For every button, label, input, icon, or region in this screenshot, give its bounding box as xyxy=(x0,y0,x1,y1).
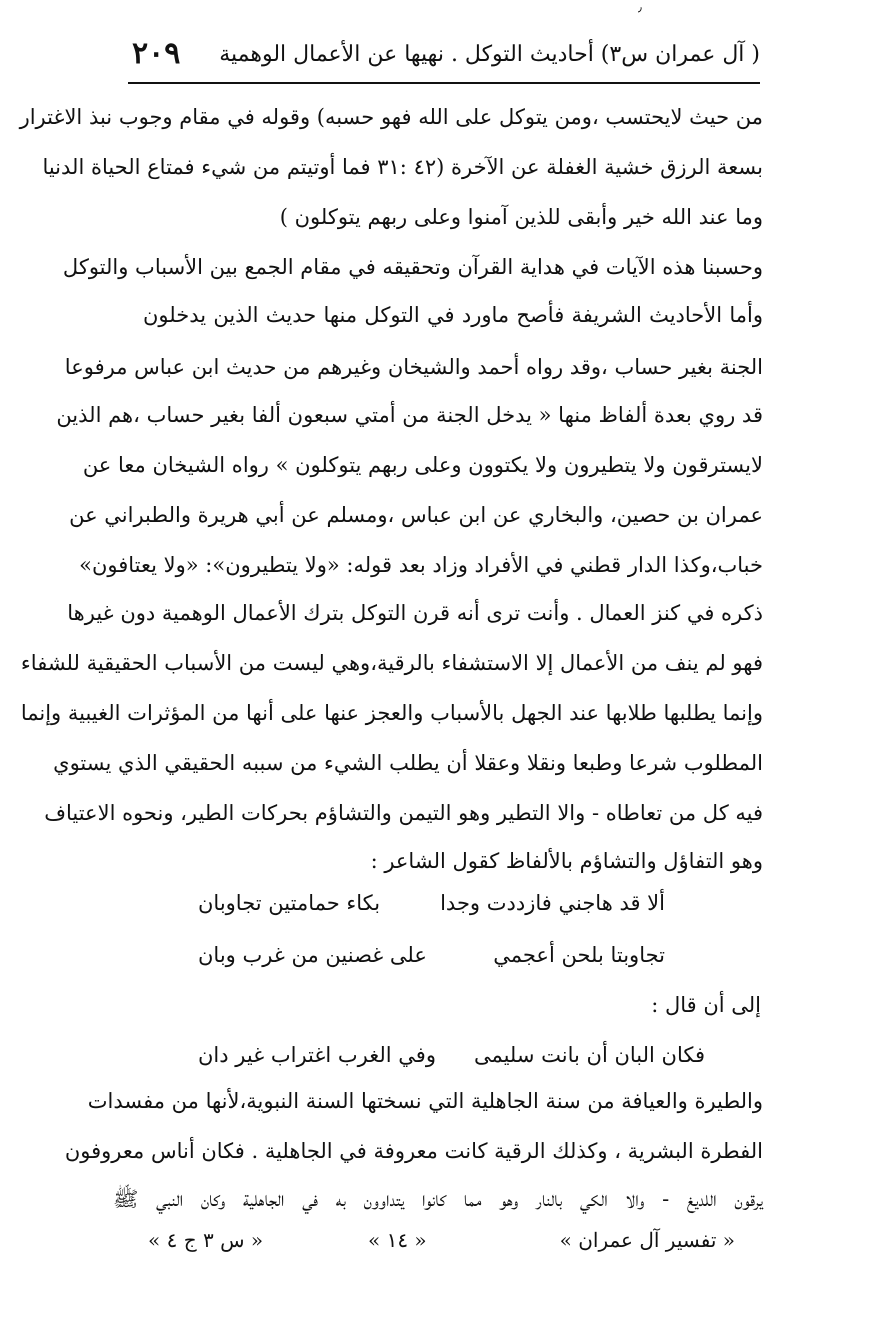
text-line: الجنة بغير حساب ،وقد رواه أحمد والشيخان وغيرهم من حديث ابن عباس مرفوعا xyxy=(64,355,763,379)
page-number: ٢٠٩ xyxy=(132,36,181,71)
text-line: بسعة الرزق خشية الغفلة عن الآخرة (٤٢ :٣١ فما أوتيتم من شيء فمتاع الحياة الدنيا xyxy=(42,155,763,179)
header-title: ( آل عمران س٣) أحاديث التوكل . نهيها عن الأعمال الوهمية xyxy=(219,42,760,67)
text-line: ذكره في كنز العمال . وأنت ترى أنه قرن التوكل بترك الأعمال الوهمية دون غيرها xyxy=(67,601,763,625)
running-header xyxy=(128,36,760,80)
poem-closing-second-hemistich: وفي الغرب اغتراب غير دان xyxy=(198,1043,436,1067)
text-line: يرقون اللديغ - والا الكي بالنار وهو مما كانوا يتداوون به في الجاهلية وكان النبي ﷺ xyxy=(113,1187,763,1211)
footer-book-title: « تفسير آل عمران » xyxy=(559,1228,735,1252)
text-line: الفطرة البشرية ، وكذلك الرقية كانت معروفة في الجاهلية . فكان أناس معروفون xyxy=(64,1139,763,1163)
text-line: لايسترقون ولا يتطيرون ولا يكتوون وعلى ربهم يتوكلون » رواه الشيخان معا عن xyxy=(82,453,763,477)
footer-number: « ١٤ » xyxy=(368,1228,427,1252)
text-line: وما عند الله خير وأبقى للذين آمنوا وعلى ربهم يتوكلون ) xyxy=(279,205,763,229)
footer-signature: « س ٣ ج ٤ » xyxy=(148,1228,264,1252)
text-line: فيه كل من تعاطاه - والا التطير وهو التيمن والتشاؤم بحركات الطير، ونحوه الاعتياف xyxy=(44,801,763,825)
text-line: وأما الأحاديث الشريفة فأصح ماورد في التوكل منها حديث الذين يدخلون xyxy=(143,303,763,327)
text-line: المطلوب شرعا وطبعا ونقلا وعقلا أن يطلب الشيء من سببه الحقيقي الذي يستوي xyxy=(53,751,763,775)
poem-closing-first-hemistich: فكان البان أن بانت سليمى xyxy=(473,1043,705,1067)
scan-speck: ٫ xyxy=(638,0,642,14)
text-line: من حيث لايحتسب ،ومن يتوكل على الله فهو حسبه) وقوله في مقام وجوب نبذ الاغترار xyxy=(19,105,763,129)
text-line: قد روي بعدة ألفاظ منها « يدخل الجنة من أمتي سبعون ألفا بغير حساب ،هم الذين xyxy=(56,403,763,427)
poem-line-2-first-hemistich: تجاوبتا بلحن أعجمي xyxy=(493,943,665,967)
text-line: وهو التفاؤل والتشاؤم بالألفاظ كقول الشاعر : xyxy=(370,849,763,873)
poem-line-1-second-hemistich: بكاء حمامتين تجاوبان xyxy=(198,891,381,915)
text-line: خباب،وكذا الدار قطني في الأفراد وزاد بعد قوله: «ولا يتطيرون»: «ولا يعتافون» xyxy=(79,553,763,577)
poem-line-1-first-hemistich: ألا قد هاجني فازددت وجدا xyxy=(440,891,665,915)
poem-line-2-second-hemistich: على غصنين من غرب وبان xyxy=(198,943,427,967)
text-line: وإنما يطلبها طلابها عند الجهل بالأسباب والعجز عنها على أنها من المؤثرات الغيبية وإنما xyxy=(20,701,763,725)
text-line: والطيرة والعيافة من سنة الجاهلية التي نسختها السنة النبوية،لأنها من مفسدات xyxy=(87,1089,763,1113)
transition-line: إلى أن قال : xyxy=(651,993,761,1017)
header-rule xyxy=(128,82,760,84)
text-line: وحسبنا هذه الآيات في هداية القرآن وتحقيقه في مقام الجمع بين الأسباب والتوكل xyxy=(62,255,763,279)
text-line: عمران بن حصين، والبخاري عن ابن عباس ،ومسلم عن أبي هريرة والطبراني عن xyxy=(69,503,763,527)
text-line: فهو لم ينف من الأعمال إلا الاستشفاء بالرقية،وهي ليست من الأسباب الحقيقية للشفاء xyxy=(20,651,763,675)
